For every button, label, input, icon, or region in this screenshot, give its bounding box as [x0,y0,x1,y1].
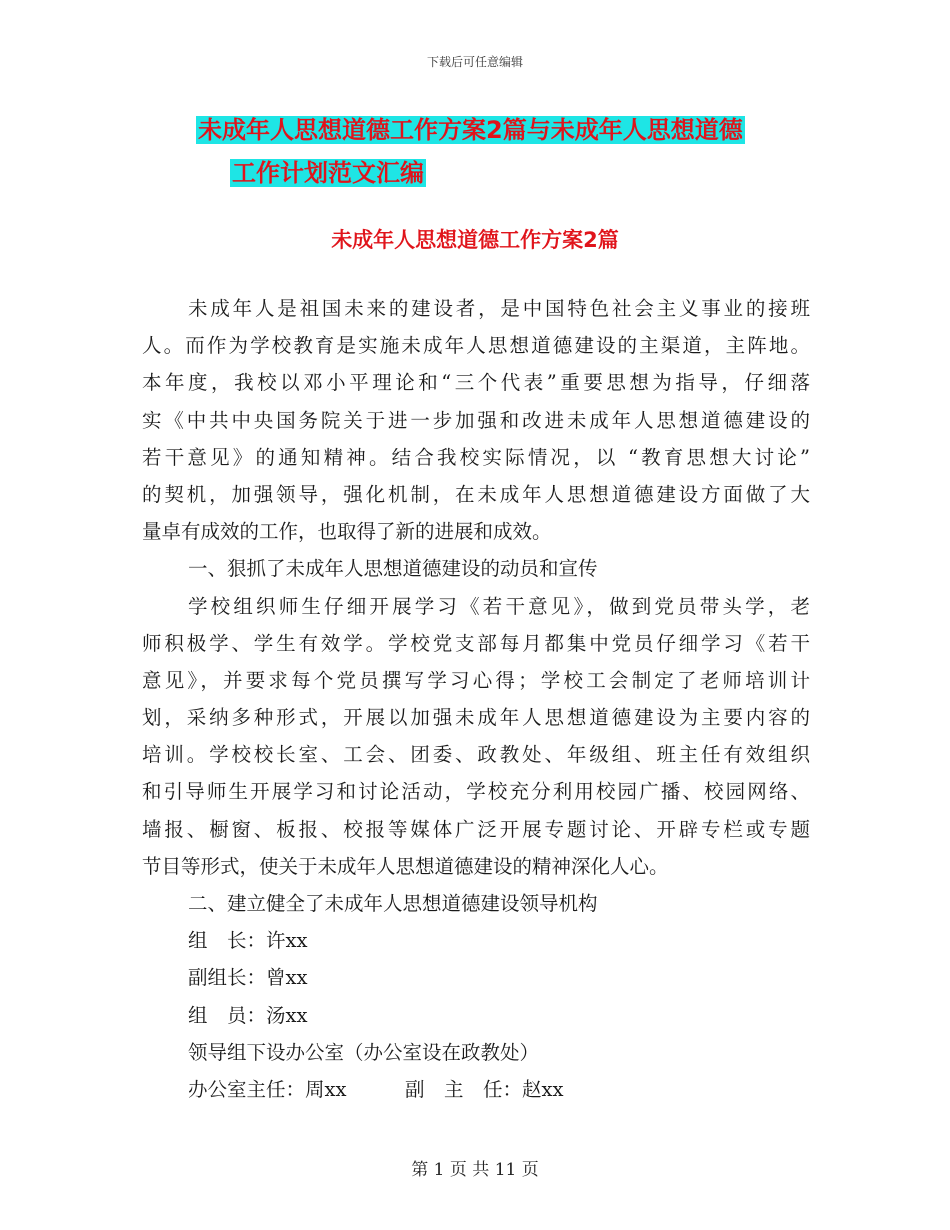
body-line: 未成年人是祖国未来的建设者，是中国特色社会主义事业的接班 [188,297,810,320]
section-title: 未成年人思想道德工作方案2篇 [331,228,619,252]
body-line: 学校组织师生仔细开展学习《若干意见》，做到党员带头学，老 [188,594,810,618]
roster-line: 组 员：汤xx [188,1003,308,1027]
document-title-line-2: 工作计划范文汇编 [232,159,424,187]
body-heading: 二、建立健全了未成年人思想道德建设领导机构 [188,892,598,915]
body-line: 划，采纳多种形式，开展以加强未成年人思想道德建设为主要内容的 [142,706,810,730]
body-line: 的契机，加强领导，强化机制，在未成年人思想道德建设方面做了大 [142,482,810,506]
roster-line: 领导组下设办公室（办公室设在政教处） [188,1040,540,1064]
body-line: 若干意见》的通知精神。结合我校实际情况，以 “教育思想大讨论” [142,445,810,469]
body-text [142,290,810,1108]
body-line: 意见》，并要求每个党员撰写学习心得；学校工会制定了老师培训计 [142,668,810,692]
body-heading: 一、狠抓了未成年人思想道德建设的动员和宣传 [188,557,598,581]
page-footer: 第 1 页 共 11 页 [411,1160,539,1180]
roster-line: 副组长：曾xx [188,966,308,990]
body-line: 墙报、橱窗、板报、校报等媒体广泛开展专题讨论、开辟专栏或专题 [142,817,810,841]
body-line: 人。而作为学校教育是实施未成年人思想道德建设的主渠道，主阵地。 [142,334,810,358]
body-line: 节目等形式，使关于未成年人思想道德建设的精神深化人心。 [142,854,669,878]
body-line: 本年度，我校以邓小平理论和“三个代表”重要思想为指导，仔细落 [142,371,810,395]
header-note: 下载后可任意编辑 [426,55,523,69]
roster-line: 组 长：许xx [188,929,308,953]
document-title-line-1: 未成年人思想道德工作方案2篇与未成年人思想道德 [198,116,743,144]
body-line: 和引导师生开展学习和讨论活动，学校充分利用校园广播、校园网络、 [142,780,810,804]
body-line: 实《中共中央国务院关于进一步加强和改进未成年人思想道德建设的 [142,408,810,432]
body-line: 师积极学、学生有效学。学校党支部每月都集中党员仔细学习《若干 [142,631,810,655]
roster-line: 办公室主任：周xx 副 主 任：赵xx [188,1077,564,1101]
body-line: 量卓有成效的工作，也取得了新的进展和成效。 [142,520,552,544]
body-line: 培训。学校校长室、工会、团委、政教处、年级组、班主任有效组织 [142,743,810,767]
